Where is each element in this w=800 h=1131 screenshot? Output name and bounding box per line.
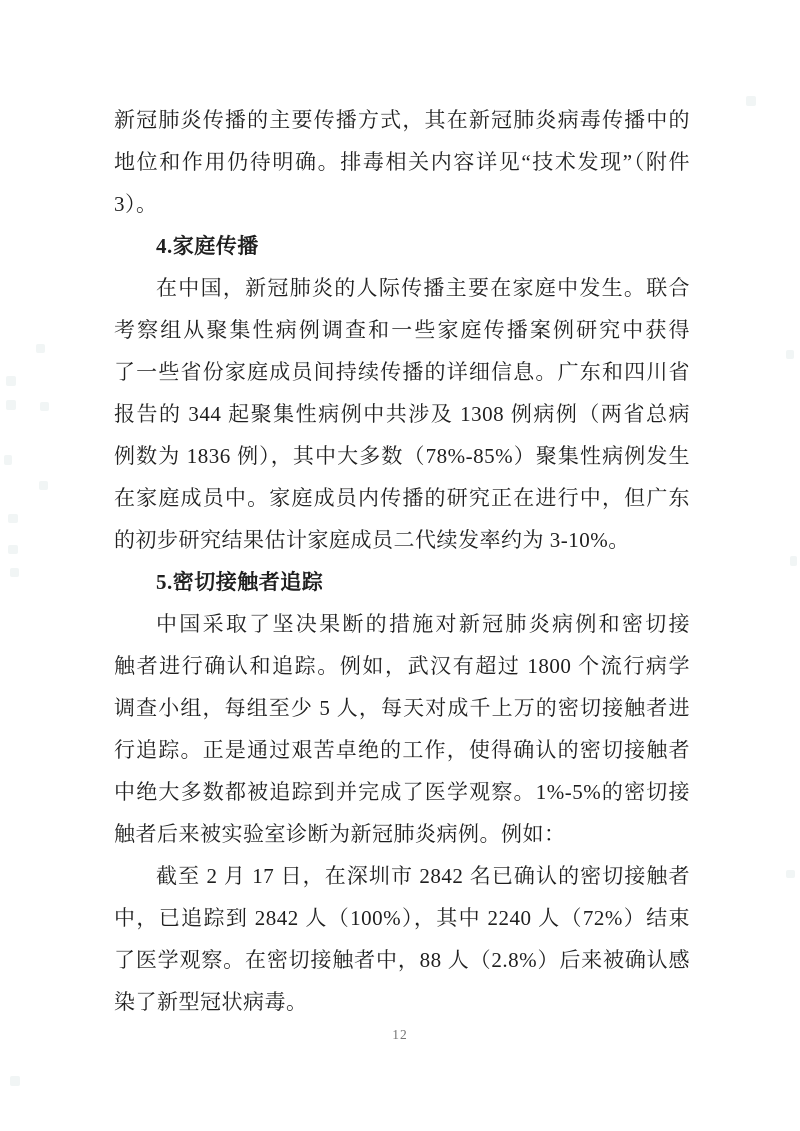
text-line: 触者后来被实验室诊断为新冠肺炎病例。例如：: [114, 822, 566, 846]
text-line: 截至 2 月 17 日，在深圳市 2842 名已确认的密切接触者: [156, 864, 690, 888]
document-body: [114, 99, 690, 1023]
text-line: 在家庭成员中。家庭成员内传播的研究正在进行中，但广东: [114, 486, 690, 510]
text-line: 染了新型冠状病毒。: [114, 990, 308, 1014]
text-line: 调查小组，每组至少 5 人，每天对成千上万的密切接触者进: [114, 696, 690, 720]
scan-artifact: [6, 376, 16, 386]
text-line: 例数为 1836 例），其中大多数（78%-85%）聚集性病例发生: [114, 444, 690, 468]
scan-artifact: [786, 870, 795, 878]
scan-artifact: [4, 455, 12, 465]
scan-artifact: [8, 545, 18, 554]
text-line: 报告的 344 起聚集性病例中共涉及 1308 例病例（两省总病: [114, 402, 690, 426]
scan-artifact: [786, 350, 794, 359]
text-line: 中，已追踪到 2842 人（100%），其中 2240 人（72%）结束: [114, 906, 690, 930]
text-line: 了医学观察。在密切接触者中，88 人（2.8%）后来被确认感: [114, 948, 690, 972]
page-number: 12: [392, 1027, 408, 1042]
text-line: 中绝大多数都被追踪到并完成了医学观察。1%-5%的密切接: [114, 780, 690, 804]
scan-artifact: [8, 514, 18, 523]
text-line: 了一些省份家庭成员间持续传播的详细信息。广东和四川省: [114, 360, 690, 384]
scan-artifact: [10, 568, 19, 577]
scan-artifact: [36, 344, 45, 353]
scan-artifact: [790, 556, 797, 566]
text-line: 新冠肺炎传播的主要传播方式，其在新冠肺炎病毒传播中的: [114, 108, 690, 132]
text-line: 地位和作用仍待明确。排毒相关内容详见“技术发现”（附件: [114, 150, 690, 174]
scan-artifact: [40, 402, 49, 411]
scan-artifact: [746, 96, 756, 106]
text-line: 的初步研究结果估计家庭成员二代续发率约为 3-10%。: [114, 528, 630, 552]
text-line: 触者进行确认和追踪。例如，武汉有超过 1800 个流行病学: [114, 654, 690, 678]
text-line: 3）。: [114, 192, 158, 216]
scan-artifact: [39, 481, 48, 490]
scan-artifact: [10, 1076, 20, 1086]
text-line: 行追踪。正是通过艰苦卓绝的工作，使得确认的密切接触者: [114, 738, 690, 762]
scan-artifact: [6, 400, 16, 410]
section-heading: 4.家庭传播: [156, 234, 259, 258]
text-line: 在中国，新冠肺炎的人际传播主要在家庭中发生。联合: [156, 276, 690, 300]
section-heading: 5.密切接触者追踪: [156, 570, 324, 594]
text-line: 考察组从聚集性病例调查和一些家庭传播案例研究中获得: [114, 318, 690, 342]
text-line: 中国采取了坚决果断的措施对新冠肺炎病例和密切接: [156, 612, 690, 636]
